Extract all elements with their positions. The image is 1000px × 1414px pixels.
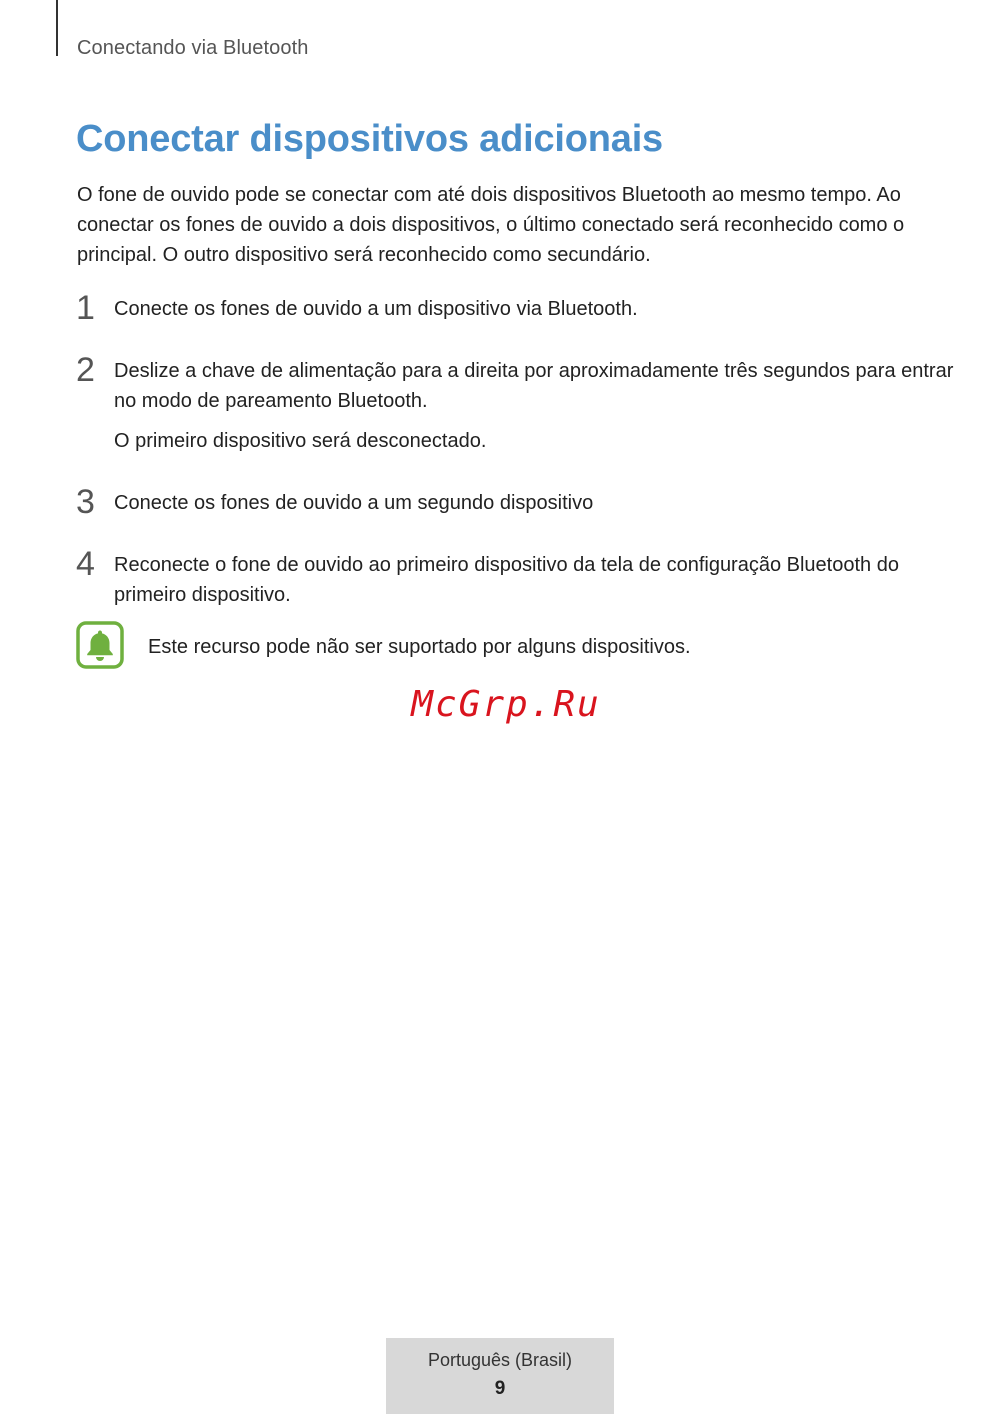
note-text: Este recurso pode não ser suportado por alguns dispositivos.: [148, 636, 691, 658]
page-title: Conectar dispositivos adicionais: [76, 118, 663, 160]
watermark: McGrp.Ru: [411, 684, 601, 725]
page-number: 9: [494, 1378, 506, 1399]
header-rule: [56, 0, 58, 56]
step-number: 3: [76, 483, 95, 521]
step-item: [76, 350, 956, 456]
step-text: Conecte os fones de ouvido a um dispositivo via Bluetooth.: [114, 298, 638, 320]
bell-icon: [76, 621, 124, 669]
step-text: Reconecte o fone de ouvido ao primeiro dispositivo da tela de configuração Bluetooth do primeiro dispositivo.: [114, 554, 899, 606]
intro-paragraph: O fone de ouvido pode se conectar com até dois dispositivos Bluetooth ao mesmo tempo. Ao conectar os fones de ouvido a dois dispositivos, o último conectado será reconhecido como o principal. O outro dispositivo será reconhecido como secundário.: [77, 184, 905, 266]
section-header: Conectando via Bluetooth: [77, 37, 309, 59]
step-text: Conecte os fones de ouvido a um segundo dispositivo: [114, 492, 594, 514]
footer: [386, 1338, 614, 1414]
step-number: 4: [76, 545, 95, 583]
step-item: [76, 544, 956, 610]
step-subtext: O primeiro dispositivo será desconectado.: [114, 430, 487, 452]
step-text: Deslize a chave de alimentação para a direita por aproximadamente três segundos para entrar no modo de pareamento Bluetooth.: [114, 360, 954, 412]
footer-language: Português (Brasil): [427, 1350, 573, 1370]
steps-list: [76, 288, 956, 636]
step-number: 1: [76, 289, 95, 327]
step-item: [76, 288, 956, 327]
step-number: 2: [76, 351, 95, 389]
note-box: [76, 621, 956, 671]
step-item: [76, 482, 956, 521]
